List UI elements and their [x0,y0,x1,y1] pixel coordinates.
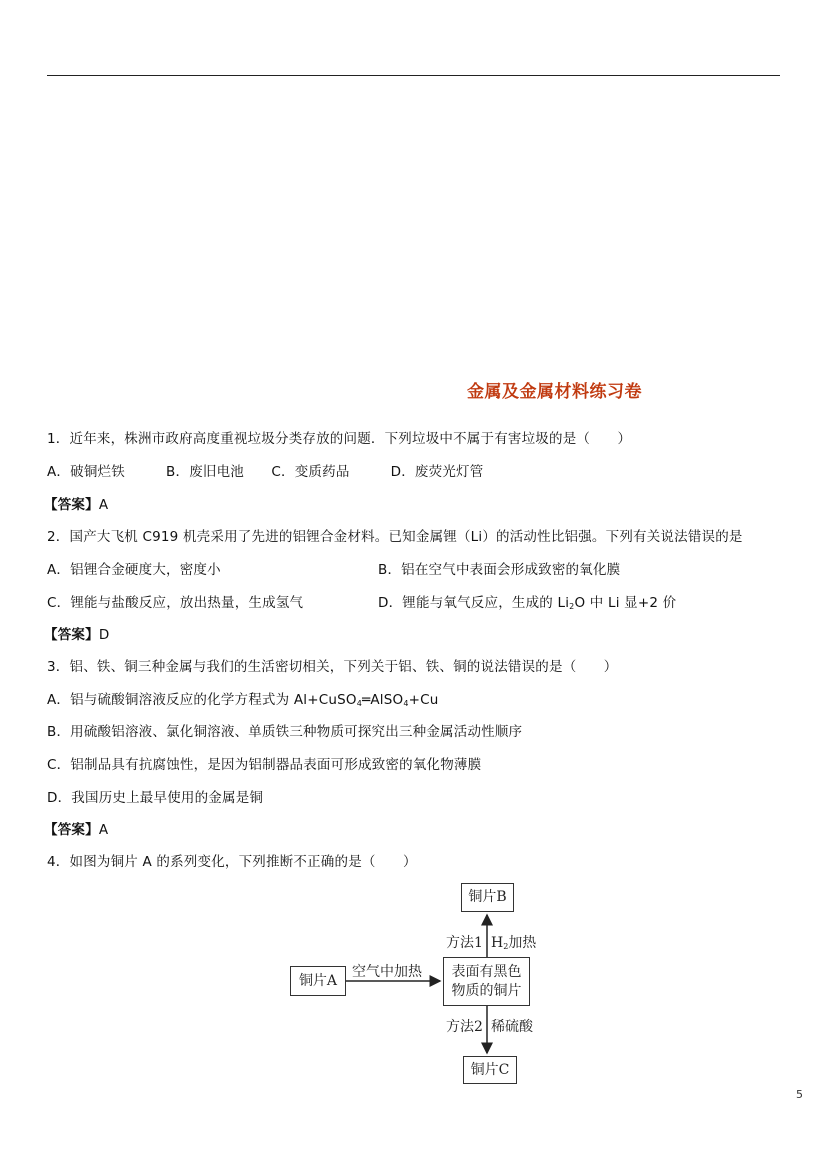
q3-option-c: C．铝制品具有抗腐蚀性，是因为铝制器品表面可形成致密的氧化物薄膜 [47,757,482,773]
label-dilute-sulfuric-acid: 稀硫酸 [491,1019,533,1035]
q2-option-b: B．铝在空气中表面会形成致密的氧化膜 [378,562,621,578]
box-black-surface-copper: 表面有黑色 物质的铜片 [443,957,530,1006]
q1-answer: 【答案】A [44,497,109,513]
q2-option-d: D．锂能与氧气反应，生成的 $Li_2O$ 中 Li 显+2 价 [378,595,677,611]
q3-option-a: A．铝与硫酸铜溶液反应的化学方程式为 Al+CuSO$_4$═AlSO$_4$+Cu [47,692,439,708]
q1-stem: 1．近年来，株洲市政府高度重视垃圾分类存放的问题．下列垃圾中不属于有害垃圾的是（ ） [47,431,632,447]
q1-options: A．破铜烂铁 B．废旧电池 C．变质药品 D．废荧光灯管 [47,464,484,480]
label-air-heating: 空气中加热 [352,964,422,980]
q2-answer: 【答案】D [44,627,110,643]
q3-stem: 3．铝、铁、铜三种金属与我们的生活密切相关，下列关于铝、铁、铜的说法错误的是（ ） [47,659,618,675]
q2-option-a: A．铝锂合金硬度大，密度小 [47,562,221,578]
q4-stem: 4．如图为铜片 A 的系列变化，下列推断不正确的是（ ） [47,854,417,870]
page-number: 5 [796,1088,803,1101]
q2-stem: 2．国产大飞机 C919 机壳采用了先进的铝锂合金材料。已知金属锂（Li）的活动性比铝强。下列有关说法错误的是 [47,529,743,545]
box-copper-b: 铜片B [461,883,514,912]
label-method-2: 方法2 [446,1019,483,1035]
document-title: 金属及金属材料练习卷 [467,382,642,402]
q3-option-b: B．用硫酸铝溶液、氯化铜溶液、单质铁三种物质可探究出三种金属活动性顺序 [47,724,523,740]
q3-option-d: D．我国历史上最早使用的金属是铜 [47,790,264,806]
label-h2-heating: $H_2$加热 [491,935,537,951]
box-copper-c: 铜片C [463,1056,517,1084]
q3-answer: 【答案】A [44,822,109,838]
q2-option-c: C．锂能与盐酸反应，放出热量，生成氢气 [47,595,304,611]
box-copper-a: 铜片A [290,966,346,996]
label-method-1: 方法1 [446,935,483,951]
